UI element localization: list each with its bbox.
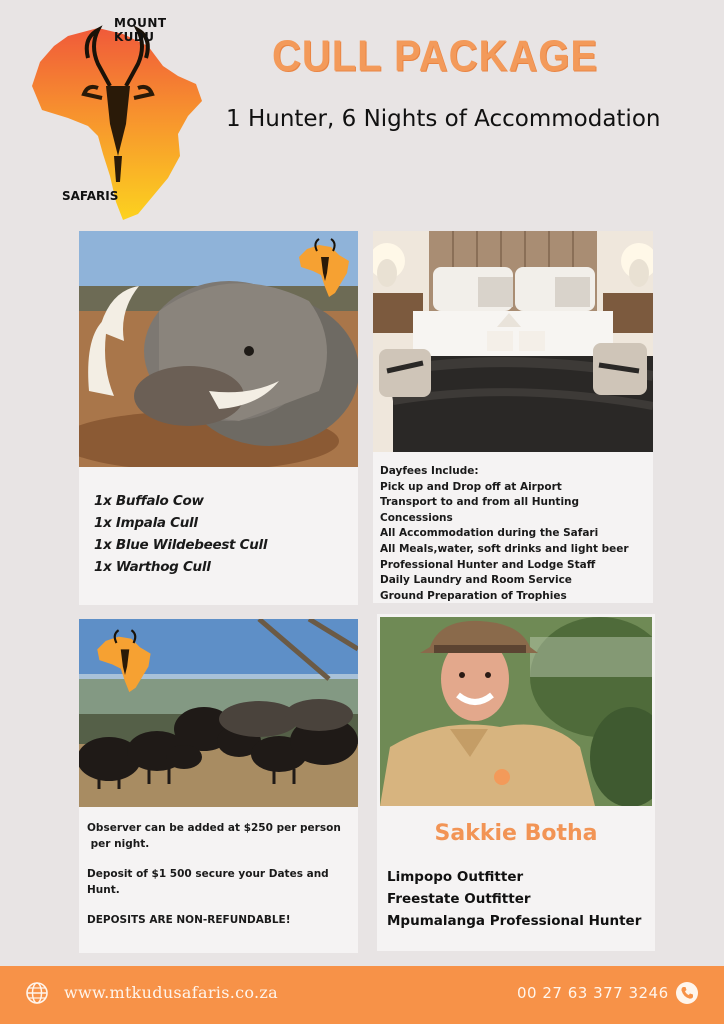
phone-icon[interactable] [676, 982, 698, 1004]
hunter-role: Freestate Outfitter [387, 891, 531, 907]
brand-name-bottom: SAFARIS [62, 189, 119, 203]
dayfee-item: All Meals,water, soft drinks and light beer [380, 542, 629, 555]
observer-note: Observer can be added at $250 per person [87, 822, 341, 834]
page-subtitle: 1 Hunter, 6 Nights of Accommodation [226, 106, 661, 132]
photo-logo-watermark [93, 623, 157, 695]
cull-item: 1x Buffalo Cow [94, 493, 204, 509]
footer-bar [0, 966, 724, 1024]
dayfee-item: Daily Laundry and Room Service [380, 574, 572, 587]
photo-logo-watermark [295, 233, 355, 299]
dayfee-item: Pick up and Drop off at Airport [380, 480, 562, 493]
refund-note: DEPOSITS ARE NON-REFUNDABLE! [87, 914, 291, 926]
dayfee-item: All Accommodation during the Safari [380, 527, 599, 540]
dayfee-item: Ground Preparation of Trophies [380, 589, 567, 602]
dayfees-heading: Dayfees Include: [380, 465, 479, 477]
buffalo-herd-photo [79, 619, 358, 807]
cull-list-card [79, 231, 358, 605]
dayfee-item: Transport to and from all Hunting Concessions [380, 496, 580, 524]
warthog-photo [79, 231, 358, 467]
hunter-name: Sakkie Botha [434, 821, 598, 846]
observer-note-cont: per night. [87, 838, 150, 850]
hunter-card [377, 614, 655, 951]
hunter-portrait-photo [380, 617, 652, 806]
page-title: CULL PACKAGE [271, 31, 599, 81]
cull-item: 1x Blue Wildebeest Cull [94, 537, 268, 553]
cull-item: 1x Impala Cull [94, 515, 198, 531]
deposit-note: Deposit of $1 500 secure your Dates and Hunt. [87, 868, 329, 896]
pricing-notes [87, 820, 352, 928]
website-link[interactable]: www.mtkudusafaris.co.za [64, 983, 278, 1002]
hunter-role: Mpumalanga Professional Hunter [387, 913, 642, 929]
dayfees-card [373, 231, 653, 603]
cull-item: 1x Warthog Cull [94, 559, 211, 575]
hunter-role: Limpopo Outfitter [387, 869, 524, 885]
phone-number[interactable]: 00 27 63 377 3246 [517, 984, 669, 1002]
dayfee-item: Professional Hunter and Lodge Staff [380, 558, 596, 571]
hunter-roles [387, 866, 641, 932]
brand-logo [28, 6, 208, 226]
bedroom-photo [373, 231, 653, 452]
globe-icon [26, 982, 48, 1004]
brand-name-top: MOUNT KUDU [114, 16, 167, 44]
pricing-notes-card [79, 619, 358, 953]
cull-list [94, 490, 267, 578]
dayfees-list [380, 464, 653, 604]
